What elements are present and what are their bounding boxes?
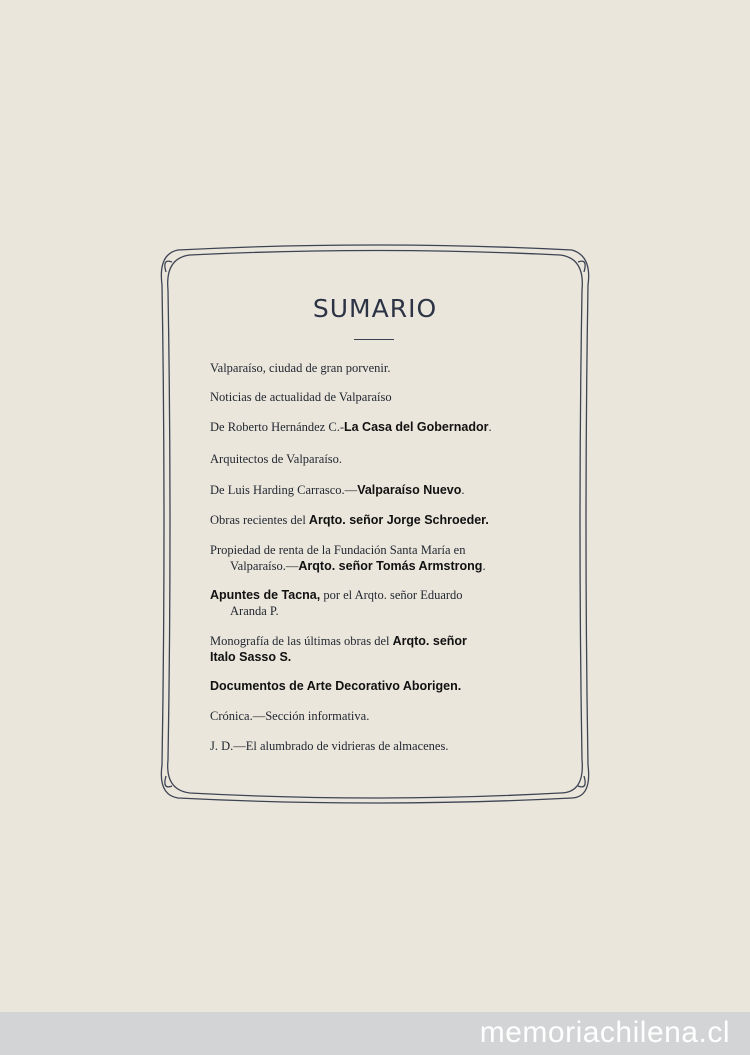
entry-text: Arquitectos de Valparaíso. [210,452,343,466]
entry-text: Noticias de actualidad de Valparaíso [210,390,392,404]
entry-text: Monografía de las últimas obras del [210,634,393,648]
contents-entry [210,678,535,694]
entry-bold-text: Apuntes de Tacna, [210,588,321,602]
entry-text: De Luis Harding Carrasco.— [210,483,358,497]
title-divider [354,339,394,340]
entry-text: . [482,559,486,573]
contents-entry [210,451,535,467]
entry-text: . [488,420,492,434]
contents-entry [210,512,535,528]
entry-text: J. D.—El alumbrado de vidrieras de almacenes. [210,739,449,753]
entry-bold-text: Arqto. señor [392,634,467,648]
contents-entry [210,389,535,405]
contents-entry [210,633,535,665]
contents-entry [210,542,535,574]
entry-bold-text: Arqto. señor Jorge Schroeder. [308,513,489,527]
entry-bold-text: Italo Sasso S. [210,650,292,664]
contents-entry [210,482,535,498]
entry-bold-text: Documentos de Arte Decorativo Aborigen. [210,679,462,693]
entry-bold-text: Valparaíso Nuevo [357,483,462,497]
contents-entry [210,738,535,754]
contents-entry [210,419,535,435]
entry-text: por el Arqto. señor Eduardo [320,588,463,602]
entry-text: . [461,483,465,497]
contents-entry [210,360,535,376]
entry-bold-text: La Casa del Gobernador [343,420,489,434]
entry-continuation [210,603,535,619]
entry-continuation [210,558,535,574]
contents-entry [210,708,535,724]
page-title: SUMARIO [312,294,438,323]
entry-text: De Roberto Hernández C.- [210,420,344,434]
entry-text: Valparaíso, ciudad de gran porvenir. [210,361,391,375]
entry-text: Valparaíso.— [230,559,299,573]
entry-text: Obras recientes del [210,513,309,527]
watermark-text: memoriachilena.cl [479,1016,730,1049]
contents-entry [210,587,535,619]
entry-text: Propiedad de renta de la Fundación Santa María en [210,543,466,557]
entry-bold-text: Arqto. señor Tomás Armstrong [298,559,483,573]
entry-text: Aranda P. [230,604,279,618]
entry-text: Crónica.—Sección informativa. [210,709,370,723]
